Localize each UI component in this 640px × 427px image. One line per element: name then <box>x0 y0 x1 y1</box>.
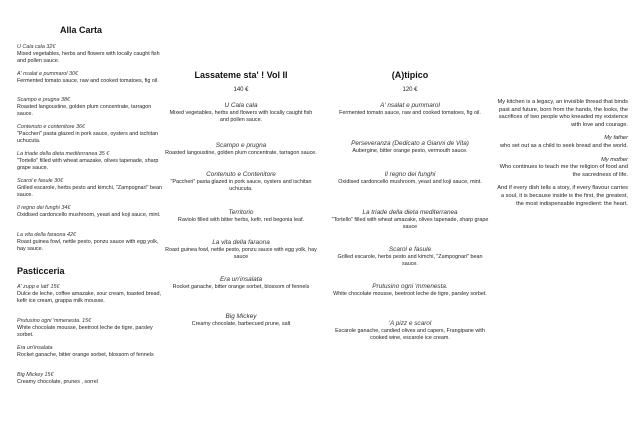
item-desc: Roasted langoustine, golden plum concentrate, tarragon sauce. <box>17 104 152 117</box>
item-desc: Raviolo filled with bitter herbs, kefir, red begonia leaf. <box>177 217 305 223</box>
item-desc: "Paccheri" pasta glazed in pork sauce, oysters and ischitan uchucuta. <box>170 179 312 192</box>
item-desc: Fermented tomato sauce, raw and cooked tomatoes, fig oil. <box>17 78 159 84</box>
item-name: U Cala cala 32€ <box>17 44 56 50</box>
item-name: Scampo e prugna 38€ <box>17 97 71 103</box>
item-desc: Roasted langoustine, golden plum concentrate, tarragon sauce. <box>165 150 317 156</box>
menu-item <box>17 205 162 219</box>
item-name: Scarol e fasule 30€ <box>17 178 64 184</box>
atipico-title: (A)tipico <box>391 70 429 80</box>
item-name: Contenuto e Contenitore <box>206 171 276 178</box>
item-name: Contenuto e contenitore 36€ <box>17 124 86 130</box>
menu-item <box>17 232 162 253</box>
menu-item <box>17 44 162 65</box>
item-desc: "Tortello" filled with wheat amazake, olives tapenade, sharp grape sauce. <box>17 158 159 171</box>
item-name: Perseveranza (Dedicato a Gianni de Vita) <box>351 140 469 147</box>
lassateme-title: Lassateme sta' ! Vol II <box>194 70 288 80</box>
item-desc: Mixed vegetables, herbs and flowers with locally caught fish and pollen sauce. <box>169 110 313 123</box>
lassateme-price: 140 € <box>233 87 249 93</box>
menu-item <box>165 239 317 261</box>
menu-item <box>330 209 490 231</box>
menu-item <box>330 320 490 342</box>
item-desc: Oxidised cardoncello mushroom, yeast and koji sauce, mint. <box>338 179 482 185</box>
story-mother <box>495 157 628 180</box>
item-name: La triade della dieta mediterranea <box>362 209 458 216</box>
item-desc: Creamy chocolate, prunes , sorrel <box>17 379 98 385</box>
item-desc: White chocolate mousse, beetroot leche de tigre, parsley sorbet. <box>17 325 153 338</box>
item-name: Prutusino ogni 'mmenesta. <box>372 283 448 290</box>
item-desc: Creamy chocolate, barbecued prune, salt <box>191 321 291 327</box>
item-name: La vita della faraona <box>212 239 270 246</box>
menu-item <box>17 151 162 172</box>
item-name: A' nsalat e pummarol <box>380 102 440 109</box>
item-name: La vita della faraona 42€ <box>17 232 77 238</box>
item-name: Territorio <box>228 209 254 216</box>
item-name: Big Mickey <box>225 313 257 320</box>
menu-item <box>330 140 490 155</box>
chef-story <box>495 99 628 214</box>
menu-item <box>330 246 490 268</box>
item-desc: Rocket ganache, bitter orange sorbet, blossom of fennels <box>172 284 310 290</box>
item-name: 'A pizz e scarol <box>388 320 432 327</box>
menu-item <box>165 209 317 224</box>
item-desc: Escarole ganache, candied olives and capers, Frangipane with cooked wine, escarole ice cream. <box>335 328 485 341</box>
story-closing: And if every dish tells a story, if every flavour carries a soul, it is because inside is the first, the greatest, the most indispensable ingredient: the heart. <box>497 185 628 207</box>
item-desc: Roast guinea fowl, nettle pesto, ponzu sauce with egg yolk, hay sauce <box>165 247 317 260</box>
menu-item <box>17 345 162 359</box>
item-desc: "Tortello" filled with wheat amazake, olives tapenade, sharp grape sauce <box>331 217 489 230</box>
story-intro: My kitchen is a legacy, an invisible thread that binds past and future, born from the hands, the looks, the sacrifices of two people who kneaded my existence with love and courage. <box>497 99 628 128</box>
item-name: Big Mickey 15€ <box>17 372 54 378</box>
item-name: Il regno dei funghi 34€ <box>17 205 71 211</box>
menu-item <box>330 102 490 117</box>
menu-item <box>330 283 490 298</box>
item-desc: Grilled escarole, herbs pesto and kimchi, "Zampognari" bean sauce. <box>17 185 162 198</box>
item-desc: Aubergine, bitter orange pesto, vermouth sauce. <box>352 148 468 154</box>
item-desc: "Paccheri" pasta glazed in pork sauce, oysters and ischitan uchucuta. <box>17 131 159 144</box>
item-name: Scampo e prugna <box>215 142 267 149</box>
menu-item <box>165 142 317 157</box>
father-label: My father <box>604 135 628 142</box>
alla-carta-title: Alla Carta <box>60 25 103 35</box>
item-desc: Oxidised cardoncello mushroom, yeast and koji sauce, mint. <box>17 212 161 218</box>
item-name: La triade della dieta mediterranea 35 € <box>17 151 110 157</box>
menu-item <box>17 97 162 118</box>
item-name: Era un'insalata <box>219 276 263 283</box>
item-desc: Rocket ganache, bitter orange sorbet, blossom of fennels <box>17 352 154 358</box>
item-name: A' nsalat e pummarol 30€ <box>17 71 78 77</box>
menu-item <box>165 276 317 291</box>
item-desc: Mixed vegetables, herbs and flowers with locally caught fish and pollen sauce. <box>17 51 160 64</box>
item-name: A' zupp e latt' 15€ <box>17 284 60 290</box>
item-name: Il regno dei funghi <box>384 171 436 178</box>
menu-item <box>17 178 162 199</box>
mother-label: My mother <box>601 156 628 163</box>
item-desc: White chocolate mousse, beetroot leche de tigre, parsley sorbet. <box>333 291 487 297</box>
menu-item <box>17 372 162 386</box>
menu-item <box>165 102 317 124</box>
item-desc: Roast guinea fowl, nettle pesto, ponzu sauce with egg yolk, hay sauce. <box>17 239 159 252</box>
item-desc: Dulce de leche, coffee amazake, sour cream, toasted bread, kefir ice cream, grappa milk mousse. <box>17 291 162 304</box>
father-text: who set out as a child to seek bread and the world. <box>499 142 628 149</box>
item-name: Scarol e fasule <box>388 246 432 253</box>
item-name: Era un'insalata <box>17 345 53 351</box>
item-desc: Grilled escarole, herbs pesto and kimchi, "Zampognari" bean sauce. <box>337 254 483 267</box>
menu-item <box>165 171 317 193</box>
item-desc: Fermented tomato sauce, raw and cooked tomatoes, fig oil. <box>339 110 481 116</box>
story-father <box>495 135 628 150</box>
item-name: U Cala cala <box>224 102 258 109</box>
pasticceria-title: Pasticceria <box>17 266 65 276</box>
menu-item <box>17 71 162 85</box>
menu-item <box>17 124 162 145</box>
menu-item <box>17 284 162 305</box>
menu-item <box>165 313 317 328</box>
menu-item <box>17 318 162 339</box>
item-name: Prutusino ogni 'mmenesta. 15€ <box>17 318 92 324</box>
mother-text: Who continues to teach me the religion of food and the sacredness of life. <box>499 164 628 178</box>
menu-item <box>330 171 490 186</box>
atipico-price: 120 € <box>402 87 418 93</box>
